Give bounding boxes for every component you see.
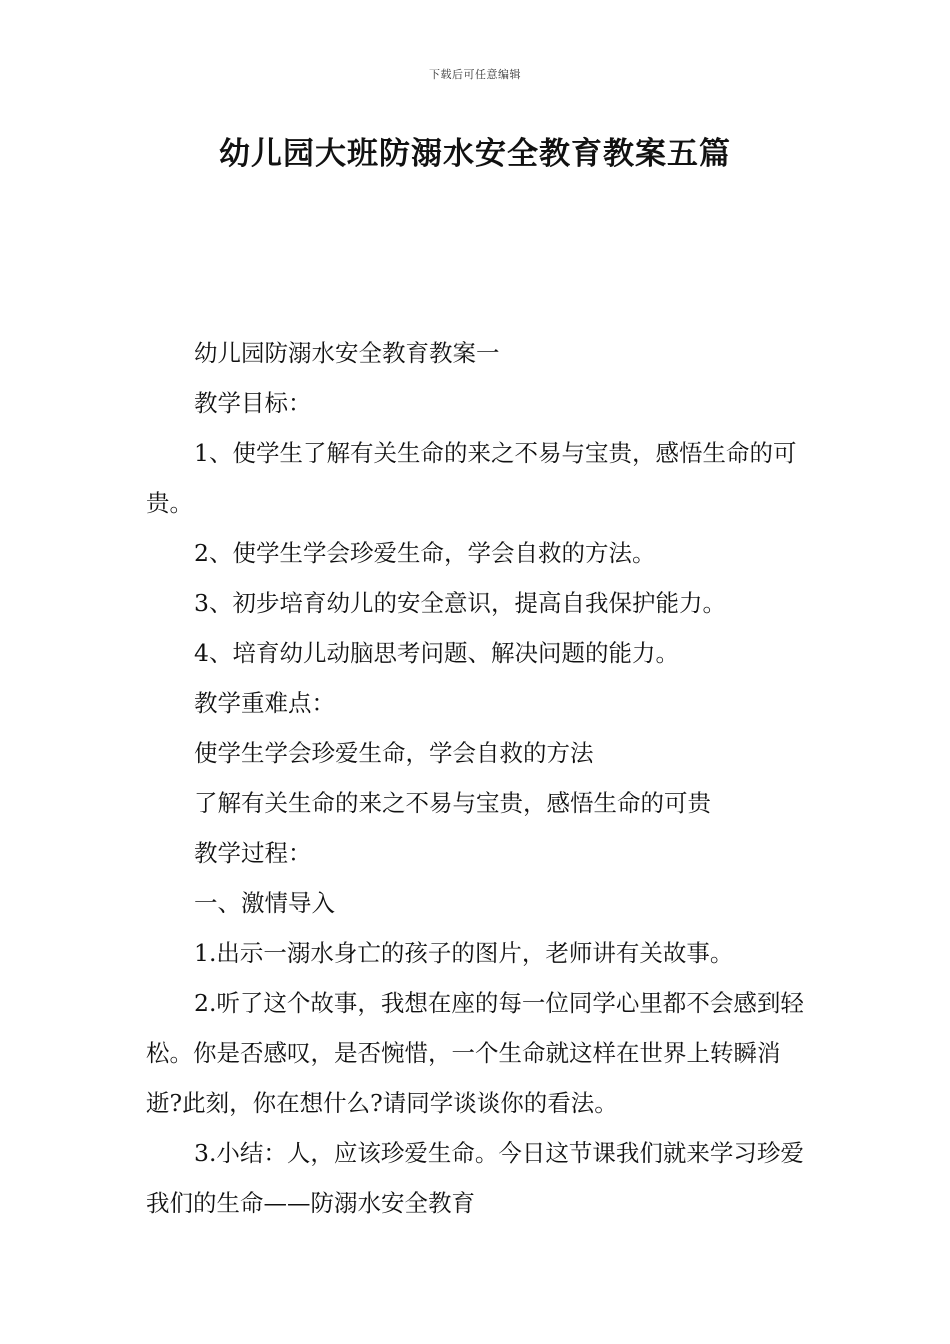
key-point-item: 使学生学会珍爱生命，学会自救的方法 bbox=[194, 739, 594, 767]
process-paragraph: 2.听了这个故事，我想在座的每一位同学心里都不会感到轻松。你是否感叹，是否惋惜，一个生命就这样在世界上转瞬消逝?此刻，你在想什么?请同学谈谈你的看法。 bbox=[146, 989, 804, 1117]
key-point-item: 了解有关生命的来之不易与宝贵，感悟生命的可贵 bbox=[194, 789, 711, 817]
section-heading: 幼儿园防溺水安全教育教案一 bbox=[194, 339, 500, 367]
document-body bbox=[146, 328, 806, 1228]
document-title: 幼儿园大班防溺水安全教育教案五篇 bbox=[219, 136, 731, 172]
objective-item: 4、培育幼儿动脑思考问题、解决问题的能力。 bbox=[194, 639, 679, 667]
objective-item: 1、使学生了解有关生命的来之不易与宝贵，感悟生命的可贵。 bbox=[146, 439, 797, 517]
process-paragraph: 1.出示一溺水身亡的孩子的图片，老师讲有关故事。 bbox=[194, 939, 734, 967]
subheading-process: 教学过程： bbox=[194, 839, 312, 867]
objective-item: 2、使学生学会珍爱生命，学会自救的方法。 bbox=[194, 539, 656, 567]
objective-item: 3、初步培育幼儿的安全意识，提高自我保护能力。 bbox=[194, 589, 726, 617]
subheading-objectives: 教学目标： bbox=[194, 389, 312, 417]
subheading-key-points: 教学重难点： bbox=[194, 689, 335, 717]
process-step-heading: 一、激情导入 bbox=[194, 889, 335, 917]
header-note: 下载后可任意编辑 bbox=[429, 68, 521, 81]
process-paragraph: 3.小结：人，应该珍爱生命。今日这节课我们就来学习珍爱我们的生命——防溺水安全教育 bbox=[146, 1139, 804, 1217]
